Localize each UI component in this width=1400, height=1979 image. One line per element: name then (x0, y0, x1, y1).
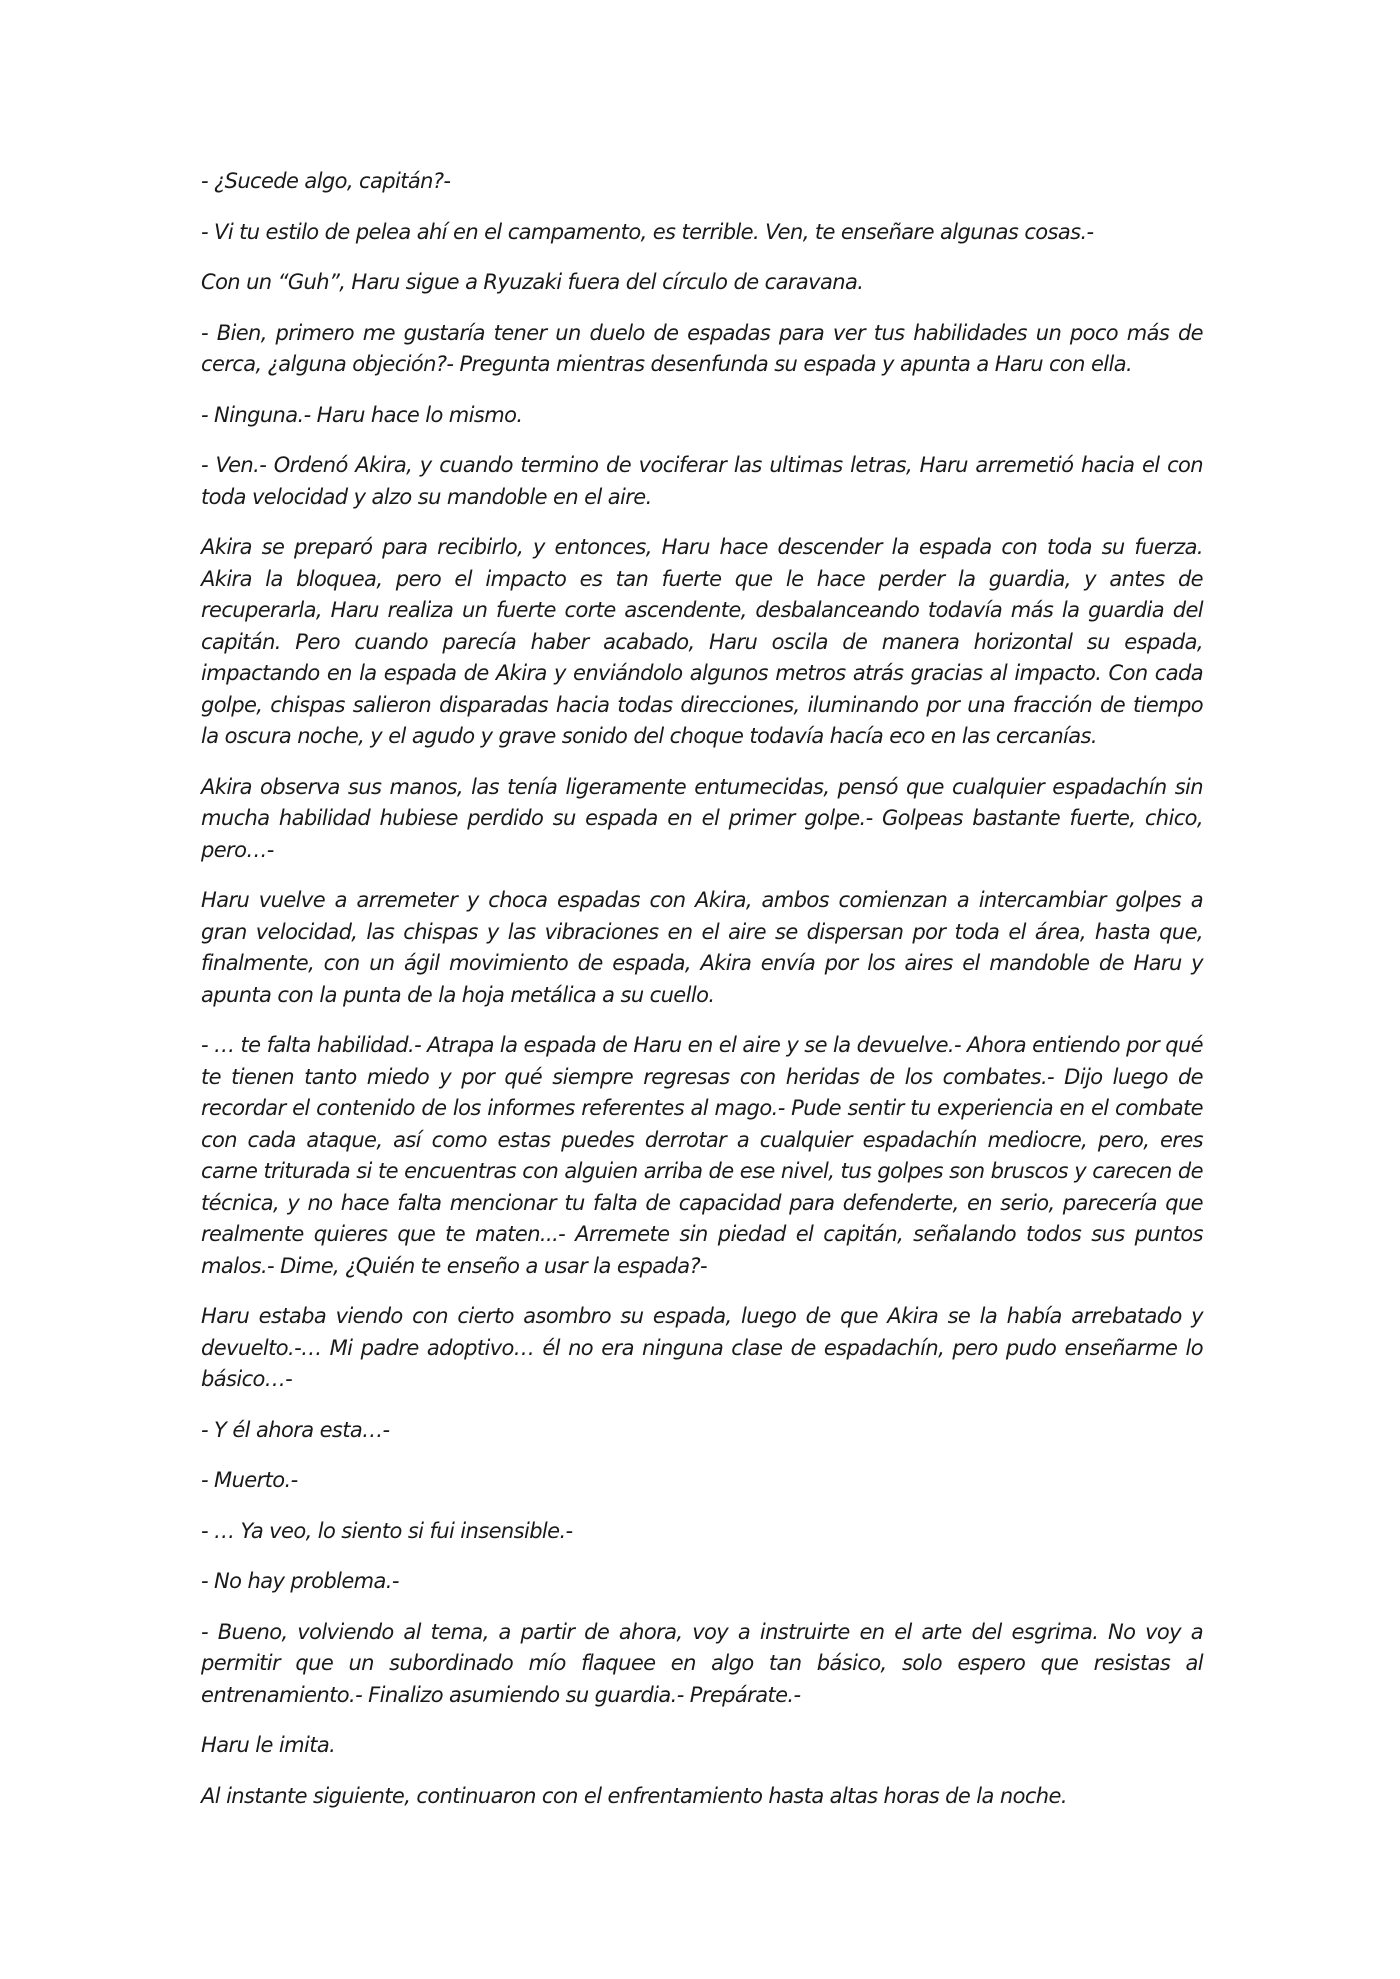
paragraph-16: - Bueno, volviendo al tema, a partir de ahora, voy a instruirte en el arte del esgrima. No voy a permitir que un subordinado mío flaquee en algo tan básico, solo espero que resistas al entrenamiento.- Finalizo asumiendo su guardia.- Prepárate.- (201, 1619, 1203, 1707)
paragraph-2: - Vi tu estilo de pelea ahí en el campamento, es terrible. Ven, te enseñare algunas cosas.- (201, 219, 1094, 244)
paragraph-18: Al instante siguiente, continuaron con el enfrentamiento hasta altas horas de la noche. (201, 1783, 1067, 1808)
paragraph-4: - Bien, primero me gustaría tener un duelo de espadas para ver tus habilidades un poco más de cerca, ¿alguna objeción?- Pregunta mientras desenfunda su espada y apunta a Haru con ella. (201, 320, 1203, 376)
paragraph-13: - Muerto.- (201, 1468, 298, 1492)
paragraph-3: Con un “Guh”, Haru sigue a Ryuzaki fuera del círculo de caravana. (201, 270, 864, 294)
paragraph-8: Akira observa sus manos, las tenía ligeramente entumecidas, pensó que cualquier espadachín sin mucha habilidad hubiese perdido su espada en el primer golpe.- Golpeas bastante fuerte, chico, pero…- (201, 774, 1203, 862)
paragraph-11: Haru estaba viendo con cierto asombro su espada, luego de que Akira se la había arrebatado y devuelto.-… Mi padre adoptivo… él no era ninguna clase de espadachín, pero pudo enseñarme lo básico…- (201, 1304, 1203, 1391)
paragraph-9: Haru vuelve a arremeter y choca espadas con Akira, ambos comienzan a intercambiar golpes a gran velocidad, las chispas y las vibraciones en el aire se dispersan por toda el área, hasta que, finalmente, con un ágil movimiento de espada, Akira envía por los aires el mandoble de Haru y apunta con la punta de la hoja metálica a su cuello. (201, 888, 1203, 1007)
paragraph-5: - Ninguna.- Haru hace lo mismo. (201, 402, 523, 427)
paragraph-6: - Ven.- Ordenó Akira, y cuando termino de vociferar las ultimas letras, Haru arremetió hacia el con toda velocidad y alzo su mandoble en el aire. (201, 453, 1203, 509)
paragraph-17: Haru le imita. (201, 1733, 336, 1757)
paragraph-15: - No hay problema.- (201, 1569, 399, 1593)
paragraph-14: - … Ya veo, lo siento si fui insensible.- (201, 1518, 573, 1543)
paragraph-12: - Y él ahora esta…- (201, 1417, 390, 1442)
paragraph-10: - … te falta habilidad.- Atrapa la espada de Haru en el aire y se la devuelve.- Ahora entiendo por qué te tienen tanto miedo y por qué siempre regresas con heridas de los combates.- Dijo luego de recordar el contenido de los informes referentes al mago.- Pude sentir tu experiencia en el combate con cada ataque, así como estas puedes derrotar a cualquier espadachín mediocre, pero, eres carne triturada si te encuentras con alguien arriba de ese nivel, tus golpes son bruscos y carecen de técnica, y no hace falta mencionar tu falta de capacidad para defenderte, en serio, parecería que realmente quieres que te maten...- Arremete sin piedad el capitán, señalando todos sus puntos malos.- Dime, ¿Quién te enseño a usar la espada?- (201, 1033, 1203, 1278)
page-body (201, 166, 1203, 1831)
paragraph-7: Akira se preparó para recibirlo, y entonces, Haru hace descender la espada con toda su fuerza. Akira la bloquea, pero el impacto es tan fuerte que le hace perder la guardia, y antes de recuperarla, Haru realiza un fuerte corte ascendente, desbalanceando todavía más la guardia del capitán. Pero cuando parecía haber acabado, Haru oscila de manera horizontal su espada, impactando en la espada de Akira y enviándolo algunos metros atrás gracias al impacto. Con cada golpe, chispas salieron disparadas hacia todas direcciones, iluminando por una fracción de tiempo la oscura noche, y el agudo y grave sonido del choque todavía hacía eco en las cercanías. (201, 535, 1203, 748)
paragraph-1: - ¿Sucede algo, capitán?- (201, 169, 451, 193)
